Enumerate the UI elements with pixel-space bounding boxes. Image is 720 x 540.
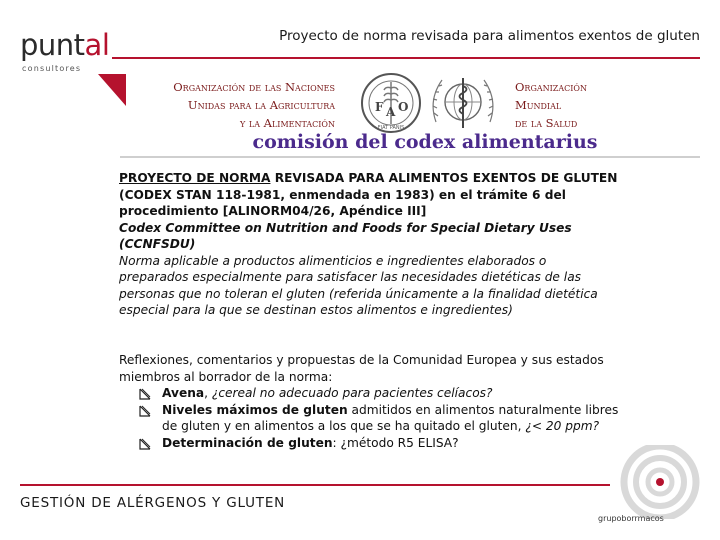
norm-paragraph: PROYECTO DE NORMA REVISADA PARA ALIMENTOS EXENTOS DE GLUTEN (CODEX STAN 118-1981, enmendada en 1983) en el trámite 6 del procedimiento [ALINORM04/26, Apéndice III] bbox=[119, 171, 618, 218]
list-item: Niveles máximos de gluten admitidos en alimentos naturalmente libres de gluten y en alimentos a los que se ha quitado el gluten, ¿< 20 ppm? bbox=[119, 402, 619, 435]
who-name: Organización Mundial de la Salud bbox=[515, 80, 587, 130]
scope-paragraph: Norma aplicable a productos alimenticios e ingredientes elaborados o preparados especialmente para satisfacer las necesidades dietéticas de las personas que no toleran el gluten (referida únicamente a la finalidad dietética especial para la que se destinan estos alimentos e ingredientes) bbox=[119, 253, 598, 317]
body-text bbox=[119, 170, 619, 319]
header-title: Proyecto de norma revisada para alimentos exentos de gluten bbox=[279, 28, 700, 44]
reflections-intro: Reflexiones, comentarios y propuestas de la Comunidad Europea y sus estados miembros al borrador de la norma: bbox=[119, 353, 604, 384]
logo-wordmark: puntal bbox=[20, 28, 110, 62]
committee-paragraph: Codex Committee on Nutrition and Foods for Special Dietary Uses (CCNFSDU) bbox=[119, 220, 572, 251]
footer-url: grupoborrmacos bbox=[598, 514, 664, 523]
puntal-logo bbox=[20, 28, 112, 78]
header-divider bbox=[112, 57, 700, 59]
fao-letter-a: A bbox=[386, 105, 396, 119]
list-item: Avena, ¿cereal no adecuado para pacientes celíacos? bbox=[119, 385, 619, 402]
arrow-bullet-icon bbox=[139, 405, 151, 417]
reflections-section bbox=[119, 352, 619, 451]
target-logo-icon bbox=[618, 445, 702, 519]
logo-subtitle: consultores bbox=[22, 64, 82, 73]
footer-title: GESTIÓN DE ALÉRGENOS Y GLUTEN bbox=[20, 495, 286, 511]
fao-motto: FIAT PANIS bbox=[377, 125, 405, 131]
arrow-bullet-icon bbox=[139, 438, 151, 450]
list-item: Determinación de gluten: ¿método R5 ELISA? bbox=[119, 435, 619, 452]
codex-title: comisión del codex alimentarius bbox=[252, 131, 598, 153]
who-emblem-icon bbox=[428, 72, 498, 132]
fao-emblem-icon bbox=[360, 72, 422, 134]
fao-letter-f: F bbox=[375, 100, 384, 114]
codex-divider bbox=[120, 156, 700, 158]
fao-name: Organización de las Naciones Unidas para la Agricultura y la Alimentación bbox=[173, 80, 335, 130]
fao-letter-o: O bbox=[398, 100, 409, 114]
reflections-list bbox=[119, 385, 619, 451]
arrow-bullet-icon bbox=[139, 388, 151, 400]
footer-divider bbox=[20, 484, 610, 486]
